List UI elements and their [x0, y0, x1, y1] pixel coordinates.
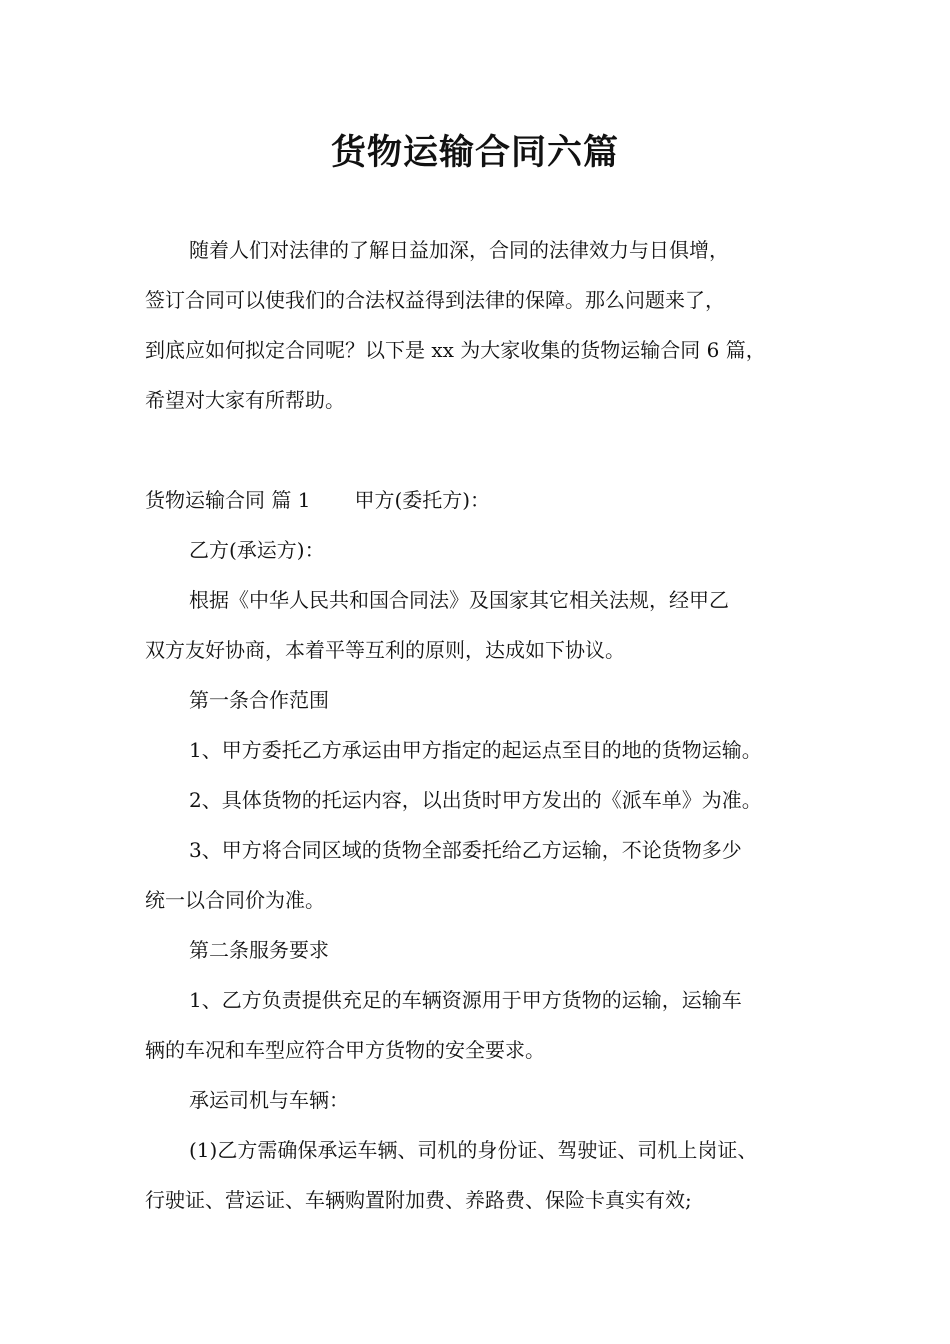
body-line: 辆的车况和车型应符合甲方货物的安全要求。	[145, 1038, 545, 1062]
intro-line: 签订合同可以使我们的合法权益得到法律的保障。那么问题来了，	[145, 288, 725, 312]
body-line: 根据《中华人民共和国合同法》及国家其它相关法规，经甲乙	[189, 588, 729, 612]
body-line: 1、乙方负责提供充足的车辆资源用于甲方货物的运输，运输车	[189, 988, 742, 1012]
intro-line: 随着人们对法律的了解日益加深，合同的法律效力与日俱增，	[189, 238, 729, 262]
article-heading: 第一条合作范围	[189, 688, 329, 712]
body-line: 2、具体货物的托运内容，以出货时甲方发出的《派车单》为准。	[189, 788, 762, 812]
document-title: 货物运输合同六篇	[330, 133, 619, 173]
intro-line: 希望对大家有所帮助。	[145, 388, 345, 412]
article-heading: 第二条服务要求	[189, 938, 329, 962]
body-line: 双方友好协商，本着平等互利的原则，达成如下协议。	[145, 638, 625, 662]
party-b-label: 乙方(承运方)：	[189, 538, 325, 562]
body-line: 统一以合同价为准。	[145, 888, 325, 912]
body-line: 承运司机与车辆：	[189, 1088, 349, 1112]
body-line: 行驶证、营运证、车辆购置附加费、养路费、保险卡真实有效;	[145, 1188, 692, 1212]
body-line: 1、甲方委托乙方承运由甲方指定的起运点至目的地的货物运输。	[189, 738, 762, 762]
section-heading-row	[145, 486, 490, 514]
section-heading: 货物运输合同 篇 1	[145, 488, 311, 512]
body-line: 3、甲方将合同区域的货物全部委托给乙方运输，不论货物多少	[189, 838, 742, 862]
party-a-label: 甲方(委托方)：	[354, 488, 491, 512]
intro-line: 到底应如何拟定合同呢？以下是 xx 为大家收集的货物运输合同 6 篇，	[145, 338, 766, 362]
body-line: (1)乙方需确保承运车辆、司机的身份证、驾驶证、司机上岗证、	[189, 1138, 758, 1162]
